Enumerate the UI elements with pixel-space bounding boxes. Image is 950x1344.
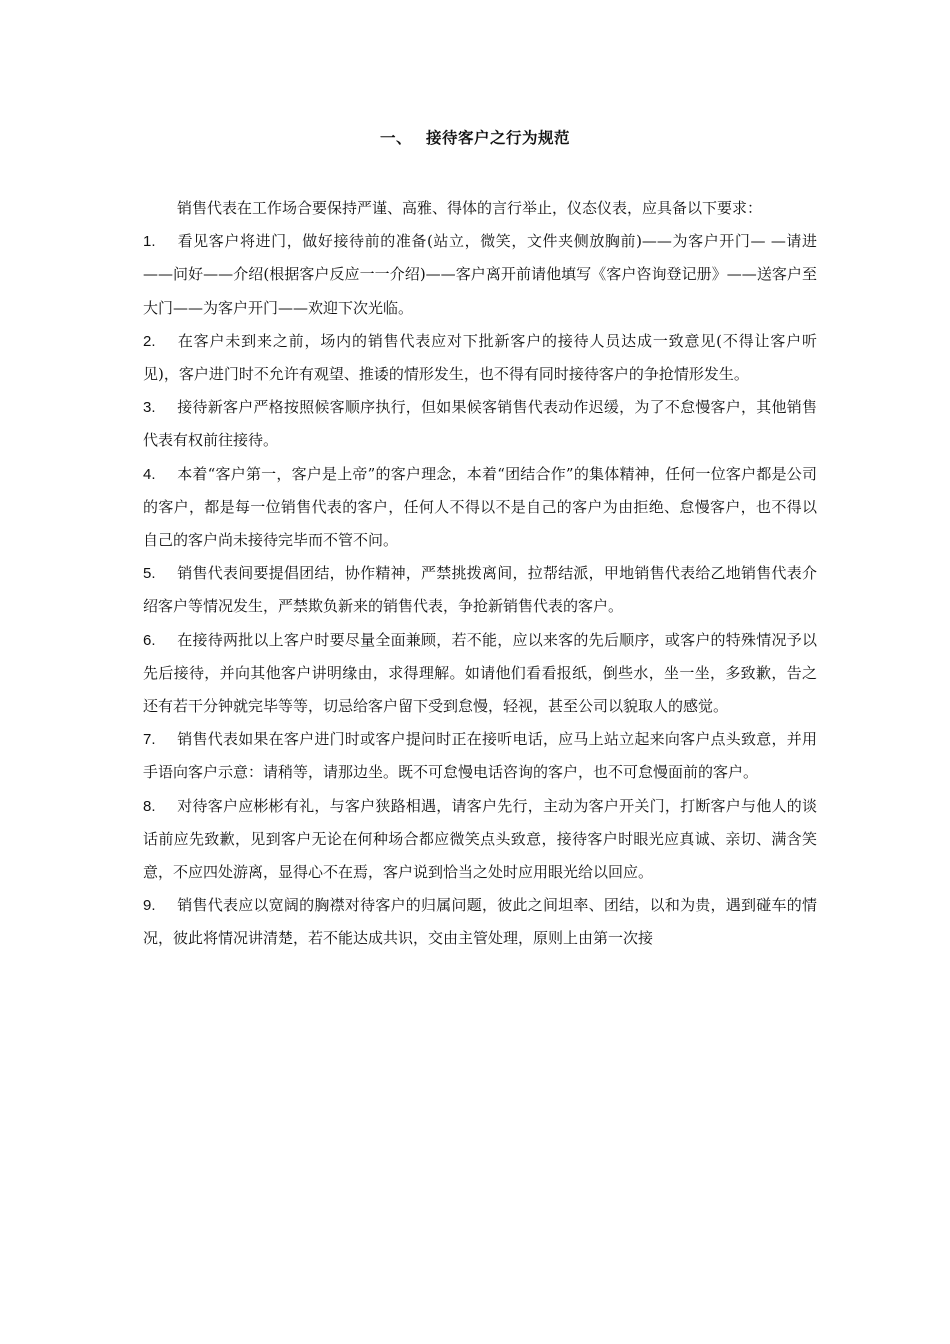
list-item-text: 在客户未到来之前，场内的销售代表应对下批新客户的接待人员达成一致意见(不得让客户听见)，客户进门时不允许有观望、推诿的情形发生，也不得有同时接待客户的争抢情形发生。 — [143, 331, 817, 384]
list-item-3 — [143, 391, 817, 457]
list-item-number: 6. — [143, 631, 156, 649]
list-item-number: 8. — [143, 797, 156, 815]
section-title-number: 一、 — [379, 129, 412, 147]
list-item-text: 在接待两批以上客户时要尽量全面兼顾，若不能，应以来客的先后顺序，或客户的特殊情况予以先后接待，并向其他客户讲明缘由，求得理解。如请他们看看报纸，倒些水，坐一坐，多致歉，告之还有若干分钟就完毕等等，切忌给客户留下受到怠慢，轻视，甚至公司以貌取人的感觉。 — [143, 630, 817, 716]
list-item-4 — [143, 458, 817, 558]
list-item-text: 销售代表间要提倡团结，协作精神，严禁挑拨离间，拉帮结派，甲地销售代表给乙地销售代表介绍客户等情况发生，严禁欺负新来的销售代表，争抢新销售代表的客户。 — [143, 564, 817, 616]
list-item-number: 7. — [143, 731, 156, 749]
list-item-text: 看见客户将进门，做好接待前的准备(站立，微笑，文件夹侧放胸前)——为客户开门— —请进——问好——介绍(根据客户反应一一介绍)——客户离开前请他填写《客户咨询登记册》——送客户至大门——为客户开门——欢迎下次光临。 — [143, 232, 817, 317]
list-item-number: 9. — [143, 897, 156, 915]
list-item-text: 对待客户应彬彬有礼，与客户狭路相遇，请客户先行，主动为客户开关门，打断客户与他人的谈话前应先致歉，见到客户无论在何种场合都应微笑点头致意，接待客户时眼光应真诚、亲切、满含笑意，不应四处游离，显得心不在焉，客户说到恰当之处时应用眼光给以回应。 — [143, 796, 817, 882]
list-item-7 — [143, 723, 817, 789]
list-item-number: 2. — [143, 332, 156, 350]
list-item-number: 1. — [143, 233, 156, 251]
list-item-8 — [143, 790, 817, 890]
list-item-6 — [143, 624, 817, 724]
list-item-number: 5. — [143, 565, 156, 583]
list-item-9 — [143, 889, 817, 955]
section-title-text: 接待客户之行为规范 — [426, 129, 571, 147]
list-item-5 — [143, 557, 817, 623]
section-title — [0, 126, 950, 148]
list-item-text: 销售代表如果在客户进门时或客户提问时正在接听电话，应马上站立起来向客户点头致意，并用手语向客户示意：请稍等，请那边坐。既不可怠慢电话咨询的客户，也不可怠慢面前的客户。 — [143, 730, 817, 782]
list-item-number: 3. — [143, 399, 156, 417]
list-item-text: 接待新客户严格按照候客顺序执行，但如果候客销售代表动作迟缓，为了不怠慢客户，其他销售代表有权前往接待。 — [143, 398, 817, 450]
list-item-number: 4. — [143, 465, 156, 483]
document-body — [143, 192, 817, 956]
list-item-2 — [143, 325, 817, 391]
list-item-text: 销售代表应以宽阔的胸襟对待客户的归属问题，彼此之间坦率、团结，以和为贵，遇到碰车的情况，彼此将情况讲清楚，若不能达成共识，交由主管处理，原则上由第一次接 — [143, 896, 817, 948]
list-item-text: 本着“客户第一，客户是上帝”的客户理念，本着“团结合作”的集体精神，任何一位客户都是公司的客户，都是每一位销售代表的客户，任何人不得以不是自己的客户为由拒绝、怠慢客户，也不得以自己的客户尚未接待完毕而不管不问。 — [143, 464, 817, 550]
list-item-1 — [143, 225, 817, 325]
intro-paragraph: 销售代表在工作场合要保持严谨、高雅、得体的言行举止，仪态仪表，应具备以下要求： — [177, 199, 763, 217]
